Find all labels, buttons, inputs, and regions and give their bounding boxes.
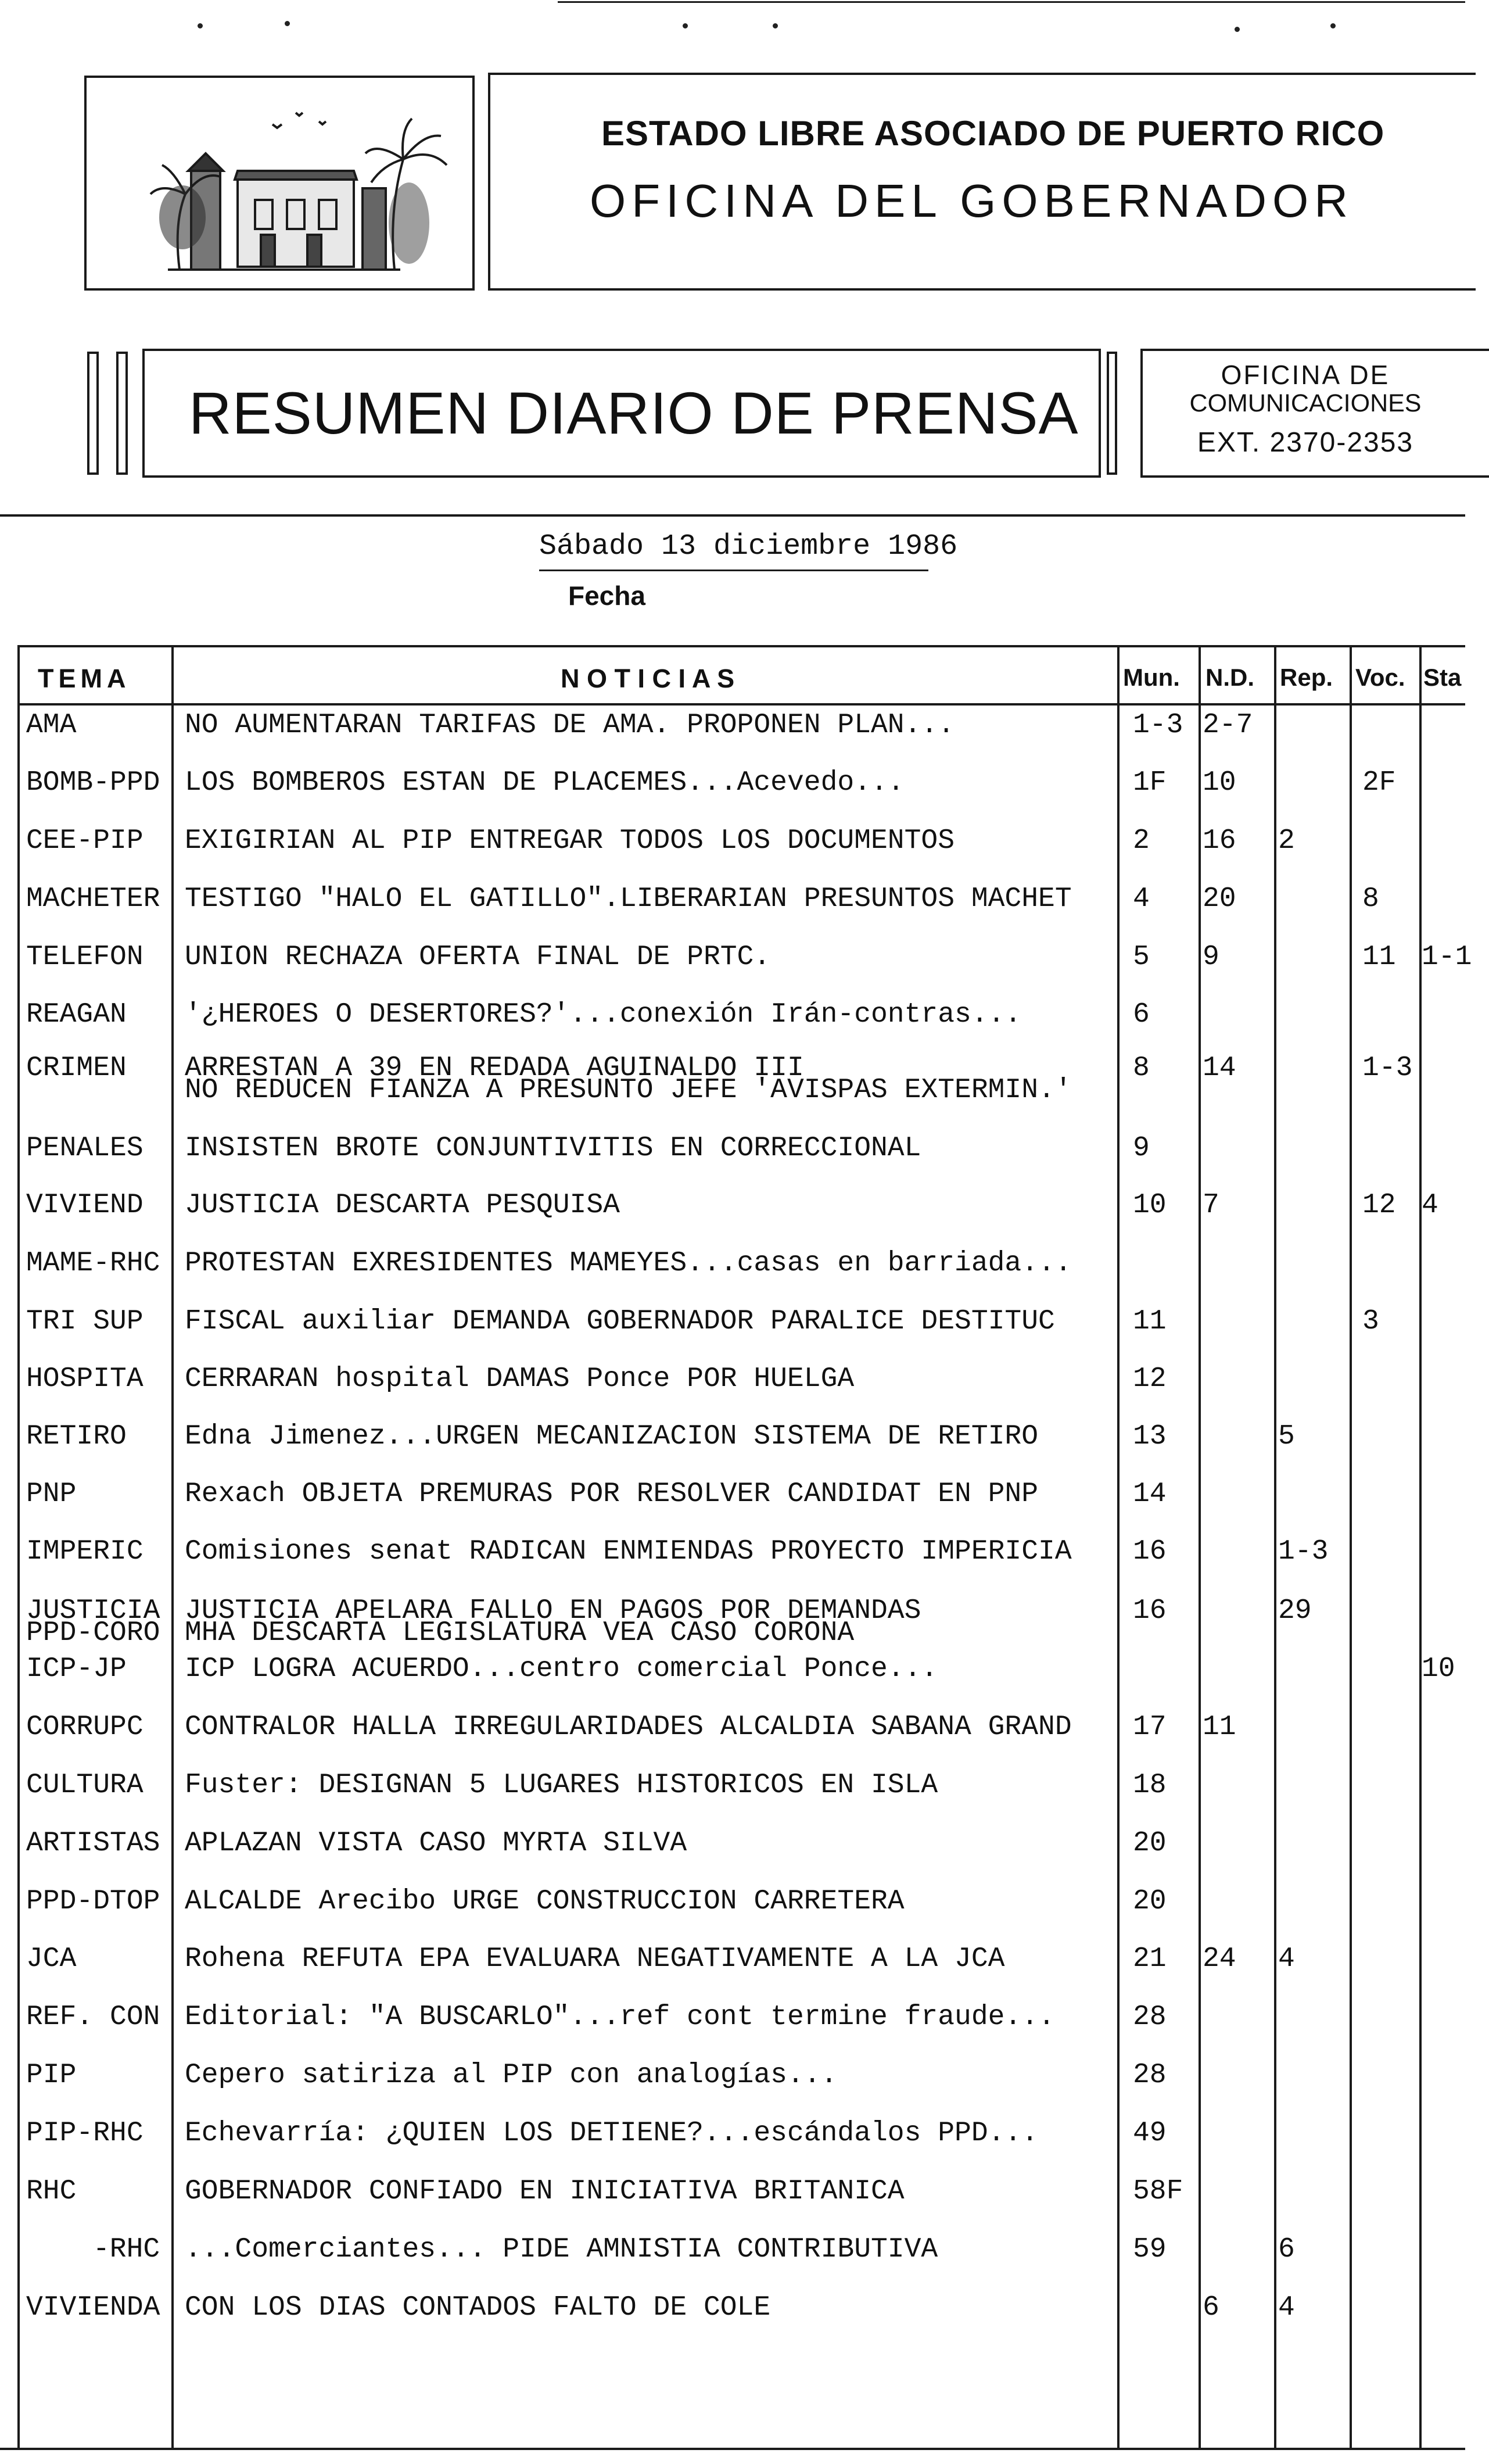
cell-nd: 20 — [1203, 883, 1236, 915]
column-header-rep: Rep. — [1280, 664, 1333, 691]
cell-noticia-second-line: MHA DESCARTA LEGISLATURA VEA CASO CORONA — [185, 1617, 855, 1649]
cell-tema-second-line: PPD-CORO — [26, 1617, 160, 1649]
punch-dot — [1330, 23, 1336, 28]
cell-tema: PPD-DTOP — [26, 1886, 160, 1917]
cell-noticia: CONTRALOR HALLA IRREGULARIDADES ALCALDIA SABANA GRAND — [185, 1711, 1072, 1743]
punch-dot — [198, 23, 203, 28]
cell-nd: 2-7 — [1203, 710, 1253, 741]
cell-noticia: PROTESTAN EXRESIDENTES MAMEYES...casas en barriada... — [185, 1248, 1072, 1279]
crest-frame — [84, 76, 475, 291]
cell-tema: CULTURA — [26, 1770, 143, 1801]
cell-voc: 8 — [1362, 883, 1379, 915]
cell-voc: 12 — [1362, 1190, 1396, 1221]
cell-tema: TRI SUP — [26, 1306, 143, 1337]
column-divider — [1117, 645, 1120, 2449]
cell-voc: 1-3 — [1362, 1052, 1413, 1084]
cell-tema: PNP — [26, 1478, 77, 1510]
comms-ext: EXT. 2370-2353 — [1197, 427, 1414, 458]
column-header-noticias: N O T I C I A S — [561, 664, 735, 693]
cell-nd: 10 — [1203, 767, 1236, 798]
cell-voc: 3 — [1362, 1306, 1379, 1337]
comms-line1: OFICINA DE — [1221, 360, 1390, 390]
cell-tema: JCA — [26, 1943, 77, 1975]
cell-noticia: LOS BOMBEROS ESTAN DE PLACEMES...Acevedo... — [185, 767, 905, 798]
table-bottom-rule — [0, 2448, 1465, 2450]
state-name: ESTADO LIBRE ASOCIADO DE PUERTO RICO — [601, 114, 1385, 153]
cell-nd: 7 — [1203, 1190, 1219, 1221]
table-top-rule — [17, 645, 1465, 647]
cell-noticia: ALCALDE Arecibo URGE CONSTRUCCION CARRETERA — [185, 1886, 905, 1917]
cell-noticia: APLAZAN VISTA CASO MYRTA SILVA — [185, 1828, 687, 1859]
cell-noticia: Rexach OBJETA PREMURAS POR RESOLVER CANDIDAT EN PNP — [185, 1478, 1039, 1510]
cell-mun: 21 — [1133, 1943, 1167, 1975]
cell-mun: 4 — [1133, 883, 1150, 915]
cell-mun: 1-3 — [1133, 710, 1183, 741]
cell-tema: JUSTICIA — [26, 1595, 160, 1627]
cell-mun: 16 — [1133, 1595, 1167, 1627]
cell-tema: CEE-PIP — [26, 825, 143, 857]
cell-tema: VIVIEND — [26, 1190, 143, 1221]
cell-voc: 2F — [1362, 767, 1396, 798]
cell-noticia: CON LOS DIAS CONTADOS FALTO DE COLE — [185, 2292, 771, 2323]
cell-mun: 49 — [1133, 2118, 1167, 2149]
cell-noticia-second-line: NO REDUCEN FIANZA A PRESUNTO JEFE 'AVISPAS EXTERMIN.' — [185, 1075, 1072, 1106]
cell-tema: RETIRO — [26, 1421, 127, 1452]
punch-dot — [285, 21, 290, 26]
cell-mun: 14 — [1133, 1478, 1167, 1510]
column-divider — [1199, 645, 1201, 2449]
cell-tema: RHC — [26, 2176, 77, 2207]
cell-mun: 2 — [1133, 825, 1150, 857]
cell-tema: CRIMEN — [26, 1052, 127, 1084]
cell-mun: 11 — [1133, 1306, 1167, 1337]
cell-tema: PIP-RHC — [26, 2118, 143, 2149]
cell-voc: 11 — [1362, 941, 1396, 973]
cell-noticia: ...Comerciantes... PIDE AMNISTIA CONTRIBUTIVA — [185, 2234, 938, 2265]
cell-tema: PIP — [26, 2060, 77, 2091]
punch-dot — [1235, 27, 1240, 32]
cell-mun: 1F — [1133, 767, 1167, 798]
publication-title: RESUMEN DIARIO DE PRENSA — [189, 380, 1079, 446]
cell-nd: 6 — [1203, 2292, 1219, 2323]
cell-rep: 1-3 — [1278, 1536, 1329, 1567]
table-left-border — [17, 645, 20, 2449]
decorative-bar — [87, 352, 99, 475]
date-underline — [539, 570, 928, 571]
cell-tema: ARTISTAS — [26, 1828, 160, 1859]
cell-mun: 58F — [1133, 2176, 1183, 2207]
cell-noticia: Fuster: DESIGNAN 5 LUGARES HISTORICOS EN ISLA — [185, 1770, 938, 1801]
cell-tema: CORRUPC — [26, 1711, 143, 1743]
comms-line2: COMUNICACIONES — [1189, 389, 1422, 417]
cell-nd: 9 — [1203, 941, 1219, 973]
cell-rep: 6 — [1278, 2234, 1295, 2265]
cell-tema: REAGAN — [26, 999, 127, 1030]
column-header-voc: Voc. — [1355, 664, 1405, 691]
punch-dot — [683, 23, 688, 28]
cell-noticia: Rohena REFUTA EPA EVALUARA NEGATIVAMENTE A LA JCA — [185, 1943, 1005, 1975]
column-header-tema: TEMA — [38, 664, 131, 693]
cell-mun: 28 — [1133, 2060, 1167, 2091]
cell-mun: 5 — [1133, 941, 1150, 973]
cell-rep: 4 — [1278, 2292, 1295, 2323]
cell-tema: TELEFON — [26, 941, 143, 973]
cell-rep: 2 — [1278, 825, 1295, 857]
cell-noticia: JUSTICIA DESCARTA PESQUISA — [185, 1190, 620, 1221]
cell-tema: -RHC — [93, 2234, 160, 2265]
cell-mun: 20 — [1133, 1886, 1167, 1917]
column-header-mun: Mun. — [1123, 664, 1180, 691]
cell-mun: 16 — [1133, 1536, 1167, 1567]
cell-tema: HOSPITA — [26, 1363, 143, 1395]
top-edge-line — [558, 1, 1465, 3]
column-header-sta: Sta — [1423, 664, 1462, 691]
cell-tema: IMPERIC — [26, 1536, 143, 1567]
cell-noticia: Comisiones senat RADICAN ENMIENDAS PROYECTO IMPERICIA — [185, 1536, 1072, 1567]
decorative-bar — [1107, 352, 1117, 475]
column-header-nd: N.D. — [1205, 664, 1254, 691]
column-divider — [1419, 645, 1422, 2449]
comms-frame — [1140, 349, 1489, 478]
cell-tema: MACHETER — [26, 883, 160, 915]
cell-mun: 6 — [1133, 999, 1150, 1030]
cell-sta: 1-1 — [1422, 941, 1472, 973]
cell-tema: REF. CON — [26, 2001, 160, 2033]
cell-noticia: TESTIGO "HALO EL GATILLO".LIBERARIAN PRESUNTOS MACHET — [185, 883, 1072, 915]
cell-noticia: JUSTICIA APELARA FALLO EN PAGOS POR DEMANDAS — [185, 1595, 921, 1627]
cell-sta: 4 — [1422, 1190, 1438, 1221]
cell-noticia: '¿HEROES O DESERTORES?'...conexión Irán-contras... — [185, 999, 1022, 1030]
office-name: OFICINA DEL GOBERNADOR — [590, 175, 1354, 227]
column-divider — [1350, 645, 1352, 2449]
cell-noticia: EXIGIRIAN AL PIP ENTREGAR TODOS LOS DOCUMENTOS — [185, 825, 955, 857]
cell-nd: 16 — [1203, 825, 1236, 857]
cell-noticia: ARRESTAN A 39 EN REDADA AGUINALDO III — [185, 1052, 804, 1084]
cell-noticia: CERRARAN hospital DAMAS Ponce POR HUELGA — [185, 1363, 855, 1395]
cell-nd: 11 — [1203, 1711, 1236, 1743]
cell-nd: 14 — [1203, 1052, 1236, 1084]
cell-noticia: ICP LOGRA ACUERDO...centro comercial Ponce... — [185, 1653, 938, 1685]
cell-nd: 24 — [1203, 1943, 1236, 1975]
decorative-bar — [116, 352, 128, 475]
cell-rep: 4 — [1278, 1943, 1295, 1975]
date-value: Sábado 13 diciembre 1986 — [539, 530, 958, 563]
cell-noticia: Echevarría: ¿QUIEN LOS DETIENE?...escándalos PPD... — [185, 2118, 1039, 2149]
punch-dot — [773, 23, 778, 28]
cell-tema: VIVIENDA — [26, 2292, 160, 2323]
governor-mansion-icon — [87, 78, 472, 288]
cell-mun: 13 — [1133, 1421, 1167, 1452]
cell-tema: PENALES — [26, 1133, 143, 1164]
cell-noticia: NO AUMENTARAN TARIFAS DE AMA. PROPONEN PLAN... — [185, 710, 955, 741]
cell-mun: 9 — [1133, 1133, 1150, 1164]
column-divider — [1274, 645, 1276, 2449]
cell-noticia: Cepero satiriza al PIP con analogías... — [185, 2060, 838, 2091]
cell-tema: AMA — [26, 710, 77, 741]
cell-mun: 10 — [1133, 1190, 1167, 1221]
cell-rep: 29 — [1278, 1595, 1312, 1627]
column-divider — [171, 645, 174, 2449]
cell-tema: MAME-RHC — [26, 1248, 160, 1279]
cell-noticia: Editorial: "A BUSCARLO"...ref cont termine fraude... — [185, 2001, 1055, 2033]
header-divider — [0, 514, 1465, 517]
date-label: Fecha — [568, 581, 645, 611]
cell-mun: 12 — [1133, 1363, 1167, 1395]
cell-sta: 10 — [1422, 1653, 1455, 1685]
cell-mun: 8 — [1133, 1052, 1150, 1084]
table-header-rule — [17, 703, 1465, 705]
cell-noticia: GOBERNADOR CONFIADO EN INICIATIVA BRITANICA — [185, 2176, 905, 2207]
cell-rep: 5 — [1278, 1421, 1295, 1452]
cell-noticia: Edna Jimenez...URGEN MECANIZACION SISTEMA DE RETIRO — [185, 1421, 1039, 1452]
cell-noticia: FISCAL auxiliar DEMANDA GOBERNADOR PARALICE DESTITUC — [185, 1306, 1055, 1337]
cell-mun: 28 — [1133, 2001, 1167, 2033]
cell-noticia: INSISTEN BROTE CONJUNTIVITIS EN CORRECCIONAL — [185, 1133, 921, 1164]
cell-tema: BOMB-PPD — [26, 767, 160, 798]
cell-tema: ICP-JP — [26, 1653, 127, 1685]
cell-mun: 59 — [1133, 2234, 1167, 2265]
cell-mun: 18 — [1133, 1770, 1167, 1801]
cell-noticia: UNION RECHAZA OFERTA FINAL DE PRTC. — [185, 941, 771, 973]
cell-mun: 17 — [1133, 1711, 1167, 1743]
cell-mun: 20 — [1133, 1828, 1167, 1859]
